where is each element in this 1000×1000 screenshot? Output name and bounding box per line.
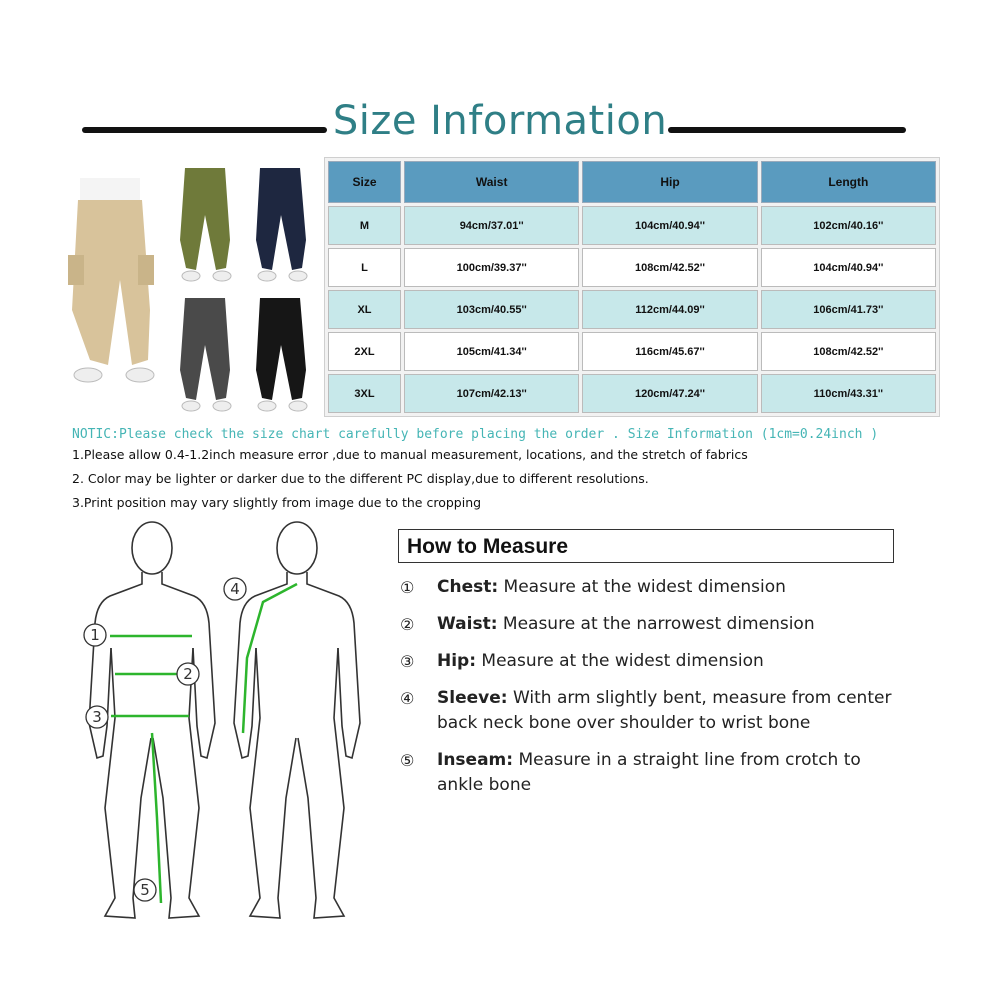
inseam-text: Measure in a straight line from crotch to ankle bone: [437, 750, 861, 795]
pants-photo-khaki: [68, 178, 154, 382]
hip-number: ③: [400, 652, 415, 671]
table-row: [328, 290, 936, 329]
header-size: Size: [328, 161, 401, 203]
title-rule-right: [668, 127, 906, 133]
size-notice: NOTIC:Please check the size chart carefully before placing the order . Size Information (1cm=0.24inch ): [72, 427, 879, 442]
chest-number: ①: [400, 578, 415, 597]
waist-text: Measure at the narrowest dimension: [497, 614, 815, 634]
cell-waist: 107cm/42.13'': [404, 374, 579, 413]
marker-4-label: 4: [230, 580, 240, 598]
cell-size: L: [328, 248, 401, 287]
measurement-figure: [75, 518, 385, 933]
measurement-lines: [110, 584, 297, 903]
marker-5: [134, 879, 156, 901]
chest-label: Chest:: [437, 577, 499, 597]
pants-photo-green: [180, 168, 231, 281]
product-photos: [50, 160, 325, 420]
header-length: Length: [761, 161, 936, 203]
marker-1: [84, 624, 106, 646]
cell-hip: 116cm/45.67'': [582, 332, 757, 371]
cell-size: XL: [328, 290, 401, 329]
cell-waist: 100cm/39.37'': [404, 248, 579, 287]
back-body-outline: [234, 522, 360, 918]
pants-photo-black: [256, 298, 307, 411]
inseam-label: Inseam:: [437, 750, 514, 770]
page-title: Size Information: [332, 98, 668, 144]
marker-5-label: 5: [140, 881, 150, 899]
hip-label: Hip:: [437, 651, 477, 671]
sleeve-line: [243, 584, 297, 733]
cell-waist: 105cm/41.34'': [404, 332, 579, 371]
note-1: 1.Please allow 0.4-1.2inch measure error ,due to manual measurement, locations, and the stretch of fabrics: [72, 447, 748, 462]
marker-1-label: 1: [90, 626, 100, 644]
cell-length: 102cm/40.16'': [761, 206, 936, 245]
waist-number: ②: [400, 615, 415, 634]
cell-size: M: [328, 206, 401, 245]
marker-2-label: 2: [183, 665, 193, 683]
marker-2: [177, 663, 199, 685]
cell-waist: 103cm/40.55'': [404, 290, 579, 329]
table-row: [328, 206, 936, 245]
cell-length: 110cm/43.31'': [761, 374, 936, 413]
pants-photo-navy: [256, 168, 307, 281]
note-2: 2. Color may be lighter or darker due to the different PC display,due to different resolutions.: [72, 471, 649, 486]
note-3: 3.Print position may vary slightly from image due to the cropping: [72, 495, 482, 510]
size-table: [324, 157, 940, 417]
inseam-number: ⑤: [400, 751, 415, 770]
cell-hip: 104cm/40.94'': [582, 206, 757, 245]
table-row: [328, 332, 936, 371]
pants-photo-grey: [180, 298, 231, 411]
sleeve-number: ④: [400, 689, 415, 708]
marker-3: [86, 706, 108, 728]
cell-size: 3XL: [328, 374, 401, 413]
sleeve-label: Sleeve:: [437, 688, 508, 708]
cell-length: 106cm/41.73'': [761, 290, 936, 329]
how-to-measure-header: [398, 529, 894, 563]
how-to-measure-title: How to Measure: [407, 535, 569, 558]
cell-hip: 112cm/44.09'': [582, 290, 757, 329]
waist-label: Waist:: [437, 614, 498, 634]
header-hip: Hip: [582, 161, 757, 203]
title-rule-left: [82, 127, 327, 133]
cell-length: 104cm/40.94'': [761, 248, 936, 287]
table-row: [328, 248, 936, 287]
marker-3-label: 3: [92, 708, 102, 726]
sleeve-text: With arm slightly bent, measure from center back neck bone over shoulder to wrist bone: [437, 688, 892, 733]
cell-hip: 108cm/42.52'': [582, 248, 757, 287]
chest-text: Measure at the widest dimension: [498, 577, 786, 597]
table-row: [328, 374, 936, 413]
marker-4: [224, 578, 246, 600]
cell-length: 108cm/42.52'': [761, 332, 936, 371]
cell-waist: 94cm/37.01'': [404, 206, 579, 245]
cell-hip: 120cm/47.24'': [582, 374, 757, 413]
cell-size: 2XL: [328, 332, 401, 371]
hip-text: Measure at the widest dimension: [476, 651, 764, 671]
header-waist: Waist: [404, 161, 579, 203]
table-header-row: [328, 161, 936, 203]
